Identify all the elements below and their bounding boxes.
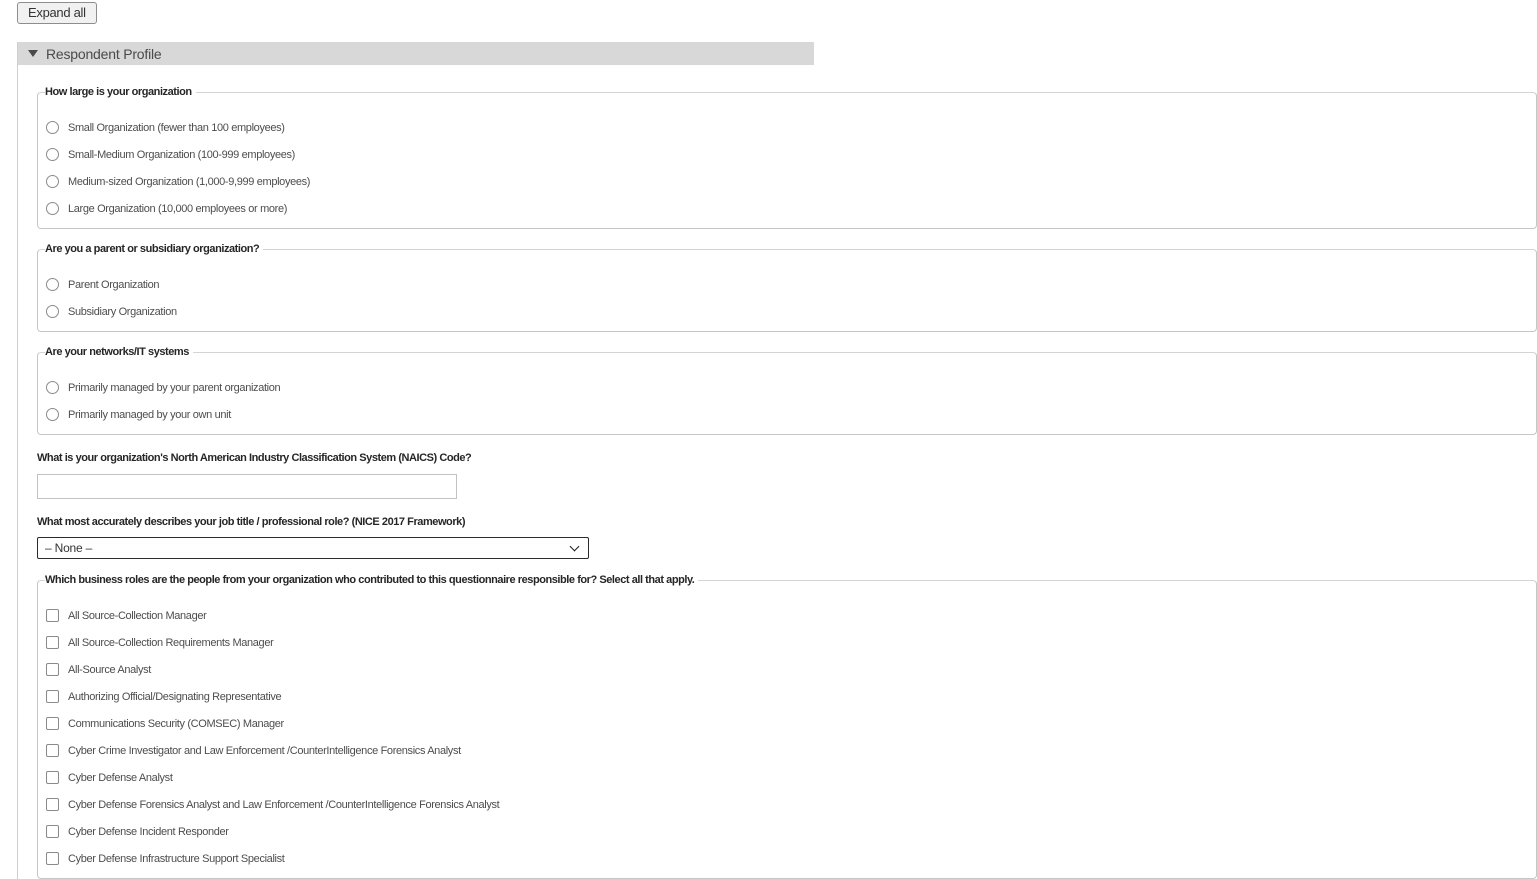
checkbox-option-row[interactable]	[45, 825, 229, 838]
checkbox-option-label: Cyber Crime Investigator and Law Enforcement /CounterIntelligence Forensics Analyst	[68, 744, 461, 757]
checkbox[interactable]	[46, 825, 59, 838]
collapse-triangle-icon	[28, 50, 38, 57]
checkbox-option-row[interactable]	[45, 852, 285, 865]
expand-all-button[interactable]: Expand all	[17, 2, 97, 24]
checkbox-option-label: Cyber Defense Infrastructure Support Specialist	[68, 852, 285, 865]
section-content	[18, 65, 814, 879]
checkbox-option-label: All-Source Analyst	[68, 663, 151, 676]
checkbox[interactable]	[46, 717, 59, 730]
radio-option-row[interactable]	[45, 148, 295, 161]
checkbox[interactable]	[46, 663, 59, 676]
radio-button[interactable]	[46, 202, 59, 215]
radio-option-row[interactable]	[45, 305, 177, 318]
question-job-title	[37, 516, 814, 559]
checkbox-option-row[interactable]	[45, 663, 151, 676]
checkbox-option-row[interactable]	[45, 798, 499, 811]
checkbox-option-row[interactable]	[45, 717, 284, 730]
checkbox-option-label: Cyber Defense Forensics Analyst and Law Enforcement /CounterIntelligence Forensics Analyst	[68, 798, 500, 811]
question-group-business-roles	[37, 574, 1537, 879]
checkbox[interactable]	[46, 636, 59, 649]
job-title-select-wrap	[37, 537, 589, 559]
checkbox[interactable]	[46, 690, 59, 703]
checkbox[interactable]	[46, 771, 59, 784]
naics-code-input[interactable]	[37, 474, 457, 499]
question-legend: Are you a parent or subsidiary organization?	[45, 243, 260, 255]
checkbox-option-row[interactable]	[45, 744, 461, 757]
checkbox[interactable]	[46, 609, 59, 622]
radio-option-label: Large Organization (10,000 employees or more)	[68, 202, 288, 215]
radio-option-row[interactable]	[45, 278, 159, 291]
question-group-org-size	[37, 86, 1537, 229]
section-title: Respondent Profile	[46, 45, 162, 62]
radio-option-label: Small Organization (fewer than 100 employees)	[68, 121, 285, 134]
radio-option-label: Parent Organization	[68, 278, 160, 291]
radio-option-row[interactable]	[45, 381, 280, 394]
naics-question-label: What is your organization's North American Industry Classification System (NAICS) Code?	[37, 452, 472, 464]
radio-button[interactable]	[46, 305, 59, 318]
checkbox[interactable]	[46, 744, 59, 757]
job-title-select[interactable]	[37, 537, 589, 559]
radio-button[interactable]	[46, 278, 59, 291]
radio-button[interactable]	[46, 121, 59, 134]
checkbox-option-label: Cyber Defense Analyst	[68, 771, 173, 784]
checkbox-option-label: All Source-Collection Requirements Manager	[68, 636, 274, 649]
job-title-question-label: What most accurately describes your job title / professional role? (NICE 2017 Framework)	[37, 516, 466, 528]
radio-option-label: Medium-sized Organization (1,000-9,999 employees)	[68, 175, 311, 188]
radio-option-label: Small-Medium Organization (100-999 employees)	[68, 148, 295, 161]
radio-option-label: Primarily managed by your own unit	[68, 408, 231, 421]
radio-option-row[interactable]	[45, 408, 231, 421]
checkbox-option-label: Authorizing Official/Designating Representative	[68, 690, 282, 703]
radio-option-row[interactable]	[45, 121, 285, 134]
radio-button[interactable]	[46, 381, 59, 394]
checkbox-option-row[interactable]	[45, 690, 281, 703]
radio-button[interactable]	[46, 408, 59, 421]
checkbox[interactable]	[46, 852, 59, 865]
checkbox-option-row[interactable]	[45, 609, 206, 622]
checkbox[interactable]	[46, 798, 59, 811]
question-legend: Which business roles are the people from your organization who contributed to this questionnaire responsible for? Select all that apply.	[45, 574, 695, 586]
radio-button[interactable]	[46, 148, 59, 161]
checkbox-option-label: Cyber Defense Incident Responder	[68, 825, 229, 838]
radio-button[interactable]	[46, 175, 59, 188]
question-naics-code	[37, 452, 814, 499]
radio-option-label: Primarily managed by your parent organization	[68, 381, 281, 394]
radio-option-label: Subsidiary Organization	[68, 305, 177, 318]
respondent-profile-section	[17, 42, 814, 879]
radio-option-row[interactable]	[45, 202, 287, 215]
question-group-parent-subsidiary	[37, 243, 1537, 332]
checkbox-option-label: Communications Security (COMSEC) Manager	[68, 717, 284, 730]
checkbox-option-row[interactable]	[45, 771, 173, 784]
checkbox-option-label: All Source-Collection Manager	[68, 609, 207, 622]
question-legend: Are your networks/IT systems	[45, 346, 189, 358]
question-legend: How large is your organization	[45, 86, 192, 98]
radio-option-row[interactable]	[45, 175, 310, 188]
checkbox-option-row[interactable]	[45, 636, 273, 649]
question-group-network-management	[37, 346, 1537, 435]
section-header-respondent-profile[interactable]	[18, 42, 814, 65]
